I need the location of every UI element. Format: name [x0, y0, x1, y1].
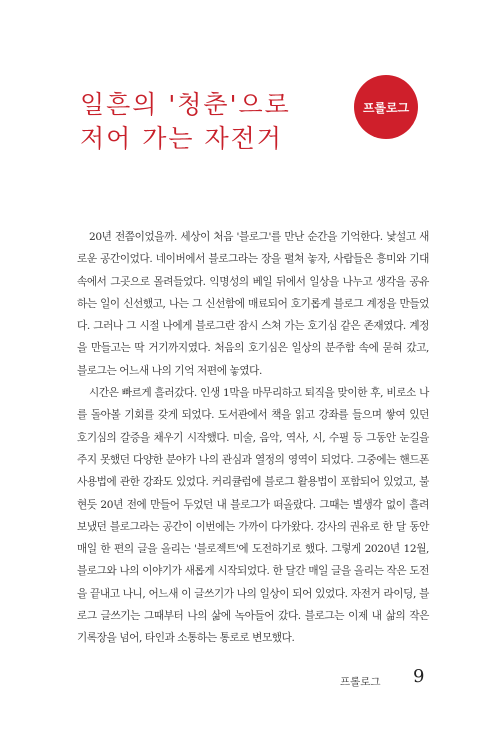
chapter-title: [80, 88, 380, 156]
page-number: 9: [413, 666, 425, 687]
body-text: [77, 226, 429, 650]
section-badge-label: 프롤로그: [362, 100, 410, 115]
running-footer-section: 프롤로그: [340, 676, 381, 688]
paragraph-2: 시간은 빠르게 흘러갔다. 인생 1막을 마무리하고 퇴직을 맞이한 후, 비로소 나를 돌아볼 기회를 갖게 되었다. 도서관에서 책을 읽고 강좌를 들으며 쌓여 있던 호기심의 갈증을 채우기 시작했다. 미술, 음악, 역사, 시, 수필 등 그동안 눈길을 주지 못했던 다양한 분야가 나의 관심과 열정의 영역이 되었다. 그중에는 핸드폰 사용법에 관한 강좌도 있었다. 커리큘럼에 블로그 활용법이 포함되어 있었고, 불현듯 20년 전에 만들어 두었던 내 블로그가 떠올랐다. 그때는 별생각 없이 흘려보냈던 블로그라는 공간이 이번에는 가까이 다가왔다. 강사의 권유로 한 달 동안 매일 한 편의 글을 올리는 '블로젝트'에 도전하기로 했다. 그렇게 2020년 12월, 블로그와 나의 이야기가 새롭게 시작되었다. 한 달간 매일 글을 올리는 작은 도전을 끝내고 나니, 어느새 이 글쓰기가 나의 일상이 되어 있었다. 자전거 라이딩, 블로그 글쓰기는 그때부터 나의 삶에 녹아들어 갔다. 블로그는 이제 내 삶의 작은 기록장을 넘어, 타인과 소통하는 통로로 변모했다.: [77, 387, 429, 645]
section-badge: [354, 75, 418, 139]
chapter-title-line-1: 일흔의 '청춘'으로: [80, 90, 291, 119]
paragraph-1: 20년 전쯤이었을까. 세상이 처음 '블로그'를 만난 순간을 기억한다. 낯설고 새로운 공간이었다. 네이버에서 블로그라는 장을 펼쳐 놓자, 사람들은 흥미와 기대 속에서 그곳으로 몰려들었다. 익명성의 베일 뒤에서 일상을 나누고 생각을 공유하는 일이 신선했고, 나는 그 신선함에 매료되어 호기롭게 블로그 계정을 만들었다. 그러나 그 시절 나에게 블로그란 잠시 스쳐 가는 호기심 같은 존재였다. 계정을 만들고는 딱 거기까지였다. 처음의 호기심은 일상의 분주함 속에 묻혀 갔고, 블로그는 어느새 나의 기억 저편에 놓였다.: [77, 231, 429, 377]
chapter-title-line-2: 저어 가는 자전거: [80, 124, 283, 153]
